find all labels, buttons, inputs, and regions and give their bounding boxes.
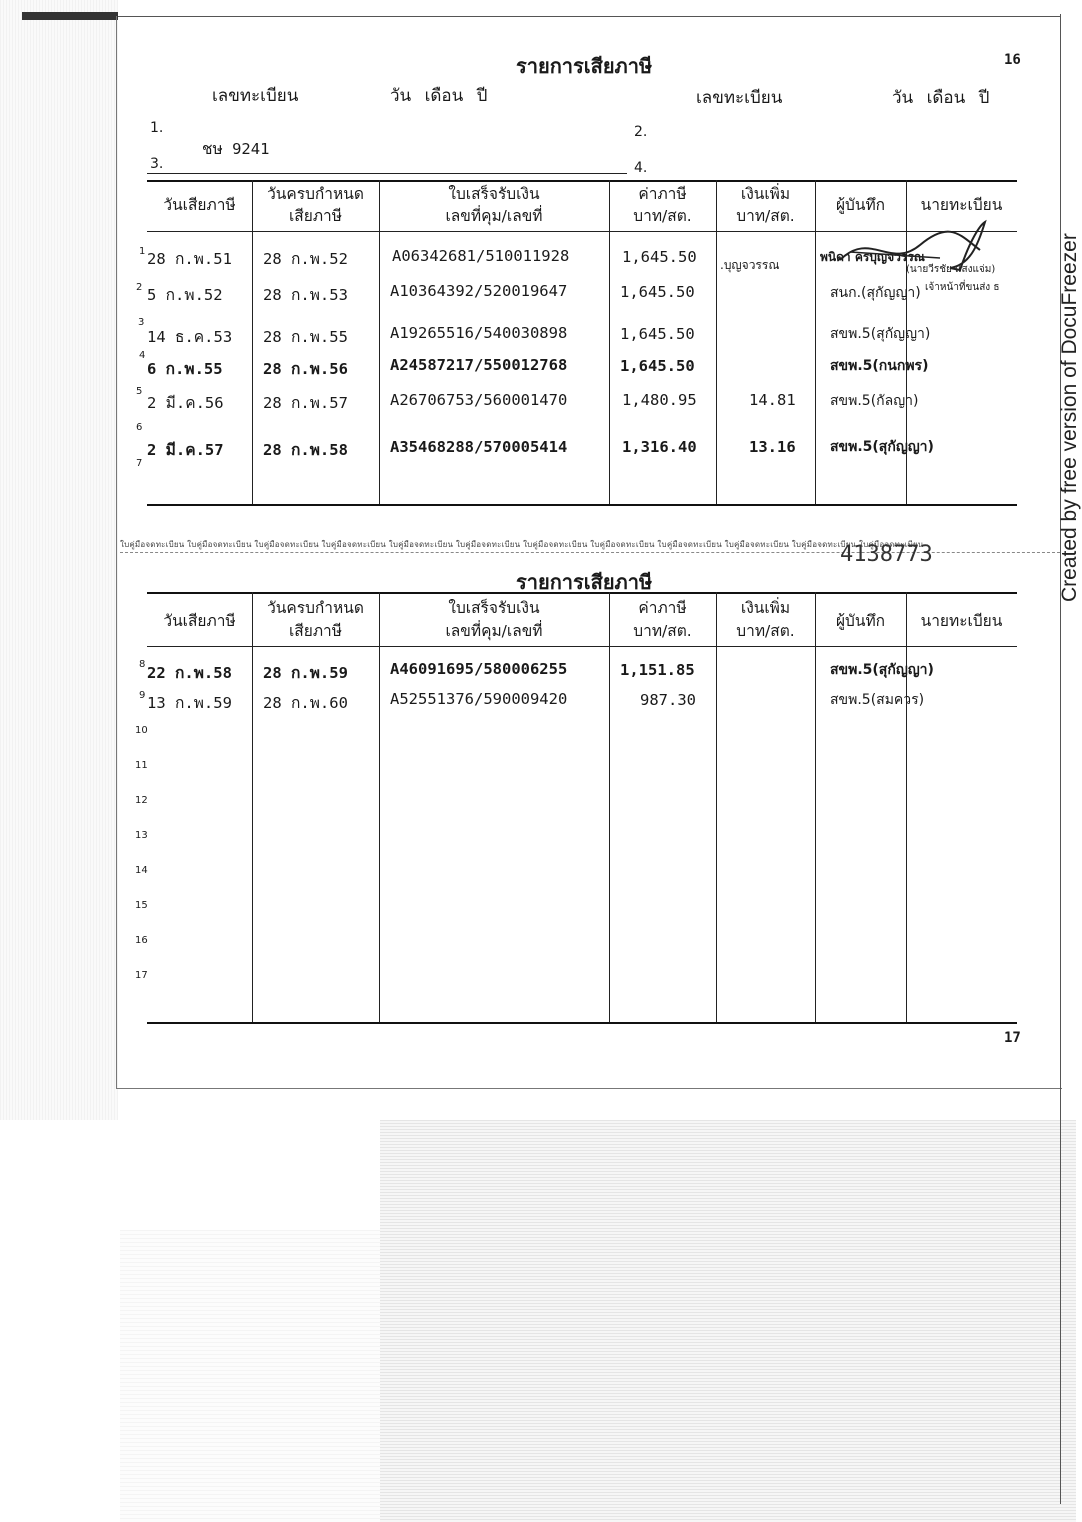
item-3-label: 3. xyxy=(150,156,164,172)
tax-amount: 1,645.50 xyxy=(620,325,695,343)
due-date: 28 ก.พ.56 xyxy=(263,360,348,378)
row-number: 10 xyxy=(135,725,148,736)
page-number-top: 16 xyxy=(1004,52,1021,68)
col-due-date-line2: เสียภาษี xyxy=(289,207,342,225)
col-due-date-line1: วันครบกำหนด xyxy=(267,599,364,617)
row-number: 15 xyxy=(135,900,148,911)
sheet-bottom-edge xyxy=(116,1088,1062,1089)
sheet-left-edge xyxy=(116,16,117,1088)
serial-stamp: 4138773 xyxy=(840,542,933,567)
col-pay-date: วันเสียภาษี xyxy=(163,196,236,214)
date-label-left: วัน เดือน ปี xyxy=(390,86,488,106)
receipt-number: A19265516/540030898 xyxy=(390,324,568,342)
page-title-bottom: รายการเสียภาษี xyxy=(516,570,653,594)
recorder-name: สขพ.5(สุกัญญา) xyxy=(830,326,931,342)
row-number: 1 xyxy=(139,246,146,257)
tax-amount: 1,316.40 xyxy=(622,438,697,456)
col-due-date-line1: วันครบกำหนด xyxy=(267,185,364,203)
col-receipt-line2: เลขที่คุม/เลขที่ xyxy=(445,622,543,640)
col-surcharge-line1: เงินเพิ่ม xyxy=(740,599,791,617)
recorder-name: สขพ.5(กนกพร) xyxy=(830,358,929,374)
row-number: 4 xyxy=(139,350,146,361)
surcharge-amount: 14.81 xyxy=(749,391,796,409)
col-receipt-line2: เลขที่คุม/เลขที่ xyxy=(445,207,543,225)
surcharge-amount: 13.16 xyxy=(749,438,796,456)
scan-shadow-bottom-left xyxy=(120,1230,380,1522)
recorder-name: พนิดา ครบุญจวรรณ xyxy=(820,250,925,264)
due-date: 28 ก.พ.59 xyxy=(263,664,348,682)
receipt-number: A35468288/570005414 xyxy=(390,438,568,456)
col-tax-line2: บาท/สต. xyxy=(633,622,692,640)
registrar-title: เจ้าหน้าที่ขนส่ง ธ xyxy=(925,282,1000,293)
col-receipt-line1: ใบเสร็จรับเงิน xyxy=(448,599,540,617)
col-pay-date: วันเสียภาษี xyxy=(163,612,236,630)
signature-scribble xyxy=(830,220,1010,280)
due-date: 28 ก.พ.53 xyxy=(263,286,348,304)
col-surcharge-line2: บาท/สต. xyxy=(736,622,795,640)
due-date: 28 ก.พ.52 xyxy=(263,250,348,268)
col-surcharge-line2: บาท/สต. xyxy=(736,207,795,225)
col-recorder: ผู้บันทึก xyxy=(835,196,886,214)
pay-date: 2 มี.ค.57 xyxy=(147,441,224,459)
row-number: 17 xyxy=(135,970,148,981)
row-number: 16 xyxy=(135,935,148,946)
scan-edge-mark xyxy=(22,12,118,20)
recorder-name: สขพ.5(สมควร) xyxy=(830,692,925,708)
item-4-label: 4. xyxy=(634,160,648,176)
tax-amount: 1,645.50 xyxy=(620,283,695,301)
col-registrar: นายทะเบียน xyxy=(920,612,1003,630)
scan-shadow-bottom xyxy=(380,1120,1076,1522)
due-date: 28 ก.พ.55 xyxy=(263,328,348,346)
row-number: 2 xyxy=(136,282,143,293)
item-2-label: 2. xyxy=(634,124,648,140)
watermark-text: Created by free version of DocuFreezer xyxy=(1058,233,1081,602)
due-date: 28 ก.พ.58 xyxy=(263,441,348,459)
pay-date: 6 ก.พ.55 xyxy=(147,360,223,378)
col-registrar: นายทะเบียน xyxy=(920,196,1003,214)
pay-date: 14 ธ.ค.53 xyxy=(147,328,233,346)
watermark xyxy=(1030,160,1081,602)
row-number: 9 xyxy=(139,690,146,701)
row-number: 12 xyxy=(135,795,148,806)
recorder-name: สขพ.5(สุกัญญา) xyxy=(830,439,934,455)
tax-amount: 1,151.85 xyxy=(620,661,695,679)
row-number: 8 xyxy=(139,659,146,670)
due-date: 28 ก.พ.57 xyxy=(263,394,348,412)
row-number-7: 7 xyxy=(136,458,143,469)
pay-date: 2 มี.ค.56 xyxy=(147,394,224,412)
col-tax-line1: ค่าภาษี xyxy=(638,185,687,203)
recorder-name: สขพ.5(กัลญา) xyxy=(830,393,919,409)
pay-date: 5 ก.พ.52 xyxy=(147,286,223,304)
row-number: 14 xyxy=(135,865,148,876)
tax-amount: 1,645.50 xyxy=(620,357,695,375)
tax-amount: 1,645.50 xyxy=(622,248,697,266)
reg-label-left: เลขทะเบียน xyxy=(212,86,299,106)
col-receipt-line1: ใบเสร็จรับเงิน xyxy=(448,185,540,203)
receipt-number: A10364392/520019647 xyxy=(390,282,568,300)
receipt-number: A26706753/560001470 xyxy=(390,391,568,409)
scan-shadow-left xyxy=(0,0,118,1120)
receipt-number: A06342681/510011928 xyxy=(392,247,570,265)
col-tax-line2: บาท/สต. xyxy=(633,207,692,225)
col-surcharge-line1: เงินเพิ่ม xyxy=(740,185,791,203)
tax-amount: 1,480.95 xyxy=(622,391,697,409)
stamp-fragment: .บุญจวรรณ xyxy=(720,258,780,272)
sheet-top-edge xyxy=(118,16,1060,17)
recorder-name: สนก.(สุกัญญา) xyxy=(830,285,921,301)
page-number-bottom: 17 xyxy=(1004,1030,1021,1046)
receipt-number: A46091695/580006255 xyxy=(390,660,568,678)
recorder-name: สขพ.5(สุกัญญา) xyxy=(830,662,934,678)
row-number: 3 xyxy=(138,317,145,328)
pay-date: 13 ก.พ.59 xyxy=(147,694,232,712)
receipt-number: A52551376/590009420 xyxy=(390,690,568,708)
reg-label-right: เลขทะเบียน xyxy=(696,88,783,108)
due-date: 28 ก.พ.60 xyxy=(263,694,348,712)
tax-amount: 987.30 xyxy=(640,691,696,709)
pay-date: 28 ก.พ.51 xyxy=(147,250,232,268)
perforation-text: ใบคู่มือจดทะเบียน ใบคู่มือจดทะเบียน ใบคู่มือจดทะเบียน ใบคู่มือจดทะเบียน ใบคู่มือจดทะเบียน ใบคู่มือจดทะเบียน ใบคู่มือจดทะเบียน ใบคู่มือจดทะเบียน ใบคู่มือจดทะเบียน ใบคู่มือจดทะเบียน ใบคู่มือจดทะเบียน ใบคู่มือจดทะเบียน xyxy=(120,538,1060,553)
date-label-right: วัน เดือน ปี xyxy=(892,88,990,108)
row-number: 6 xyxy=(136,422,143,433)
row-number: 11 xyxy=(135,760,148,771)
row-number: 5 xyxy=(136,386,143,397)
receipt-number: A24587217/550012768 xyxy=(390,356,568,374)
pay-date: 22 ก.พ.58 xyxy=(147,664,232,682)
col-recorder: ผู้บันทึก xyxy=(835,612,886,630)
col-due-date-line2: เสียภาษี xyxy=(289,622,342,640)
col-tax-line1: ค่าภาษี xyxy=(638,599,687,617)
item-3-underline xyxy=(147,173,627,174)
registrar-name: (นายวีรชัย แสงแจ่ม) xyxy=(906,264,996,275)
item-1-label: 1. xyxy=(150,120,164,136)
item-1-value: ชษ 9241 xyxy=(202,140,270,158)
page-title-top: รายการเสียภาษี xyxy=(516,54,653,78)
row-number: 13 xyxy=(135,830,148,841)
